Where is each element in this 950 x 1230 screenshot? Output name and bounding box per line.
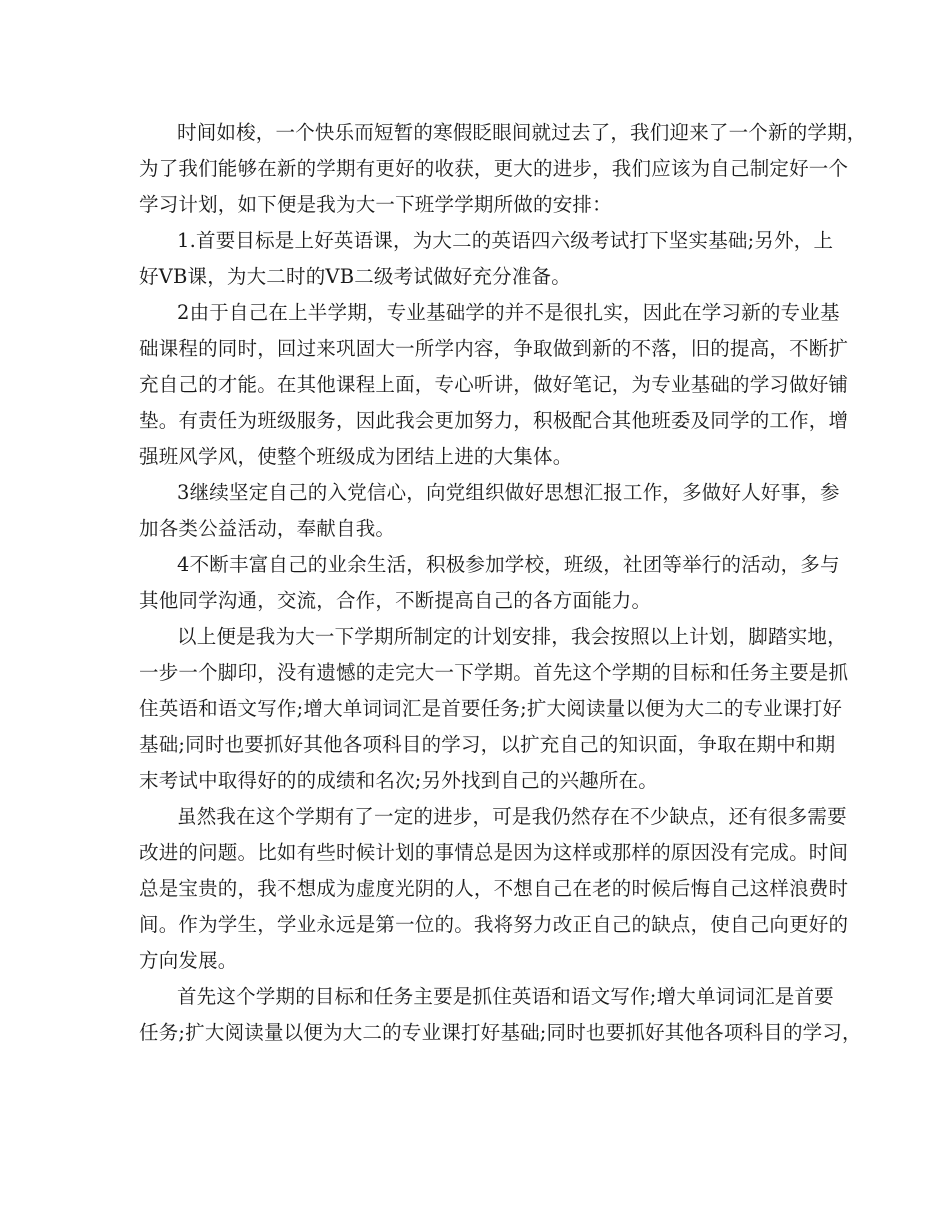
text-line: 强班风学风，使整个班级成为团结上进的大集体。: [139, 445, 573, 468]
text-line: 间。作为学生，学业永远是第一位的。我将努力改正自己的缺点，使自己向更好的: [139, 913, 849, 936]
text-line: 任务;扩大阅读量以便为大二的专业课打好基础;同时也要抓好其他各项科目的学习，: [139, 1021, 862, 1044]
text-line: 总是宝贵的，我不想成为虚度光阴的人，不想自己在老的时候后悔自己这样浪费时: [139, 877, 849, 900]
text-line: 垫。有责任为班级服务，因此我会更加努力，积极配合其他班委及同学的工作，增: [139, 409, 849, 432]
text-line: 基础;同时也要抓好其他各项科目的学习，以扩充自己的知识面，争取在期中和期: [139, 733, 836, 756]
text-line: 1.首要目标是上好英语课，为大二的英语四六级考试打下坚实基础;另外，上: [177, 229, 834, 252]
text-line: 础课程的同时，回过来巩固大一所学内容，争取做到新的不落，旧的提高，不断扩: [139, 337, 849, 360]
text-line: 加各类公益活动，奉献自我。: [139, 517, 396, 540]
text-line: 为了我们能够在新的学期有更好的收获，更大的进步，我们应该为自己制定好一个: [139, 157, 849, 180]
text-line: 时间如梭，一个快乐而短暂的寒假眨眼间就过去了，我们迎来了一个新的学期，: [177, 121, 867, 144]
text-line: 充自己的才能。在其他课程上面，专心听讲，做好笔记，为专业基础的学习做好铺: [139, 373, 849, 396]
text-line: 末考试中取得好的的成绩和名次;另外找到自己的兴趣所在。: [139, 769, 658, 792]
text-line: 4不断丰富自己的业余生活，积极参加学校，班级，社团等举行的活动，多与: [177, 553, 840, 576]
text-line: 改进的问题。比如有些时候计划的事情总是因为这样或那样的原因没有完成。时间: [139, 841, 849, 864]
text-line: 一步一个脚印，没有遗憾的走完大一下学期。首先这个学期的目标和任务主要是抓: [139, 661, 849, 684]
text-line: 住英语和语文写作;增大单词词汇是首要任务;扩大阅读量以便为大二的专业课打好: [139, 697, 843, 720]
text-line: 虽然我在这个学期有了一定的进步，可是我仍然存在不少缺点，还有很多需要: [177, 805, 847, 828]
text-line: 好VB课，为大二时的VB二级考试做好充分准备。: [139, 265, 571, 288]
text-line: 首先这个学期的目标和任务主要是抓住英语和语文写作;增大单词词汇是首要: [177, 985, 834, 1008]
text-line: 其他同学沟通，交流，合作，不断提高自己的各方面能力。: [139, 589, 652, 612]
text-line: 以上便是我为大一下学期所制定的计划安排，我会按照以上计划，脚踏实地，: [177, 625, 847, 648]
text-line: 方向发展。: [139, 949, 238, 972]
text-line: 3继续坚定自己的入党信心，向党组织做好思想汇报工作，多做好人好事，参: [177, 481, 840, 504]
text-line: 2由于自己在上半学期，专业基础学的并不是很扎实，因此在学习新的专业基: [177, 301, 840, 324]
text-line: 学习计划，如下便是我为大一下班学学期所做的安排：: [139, 193, 612, 216]
